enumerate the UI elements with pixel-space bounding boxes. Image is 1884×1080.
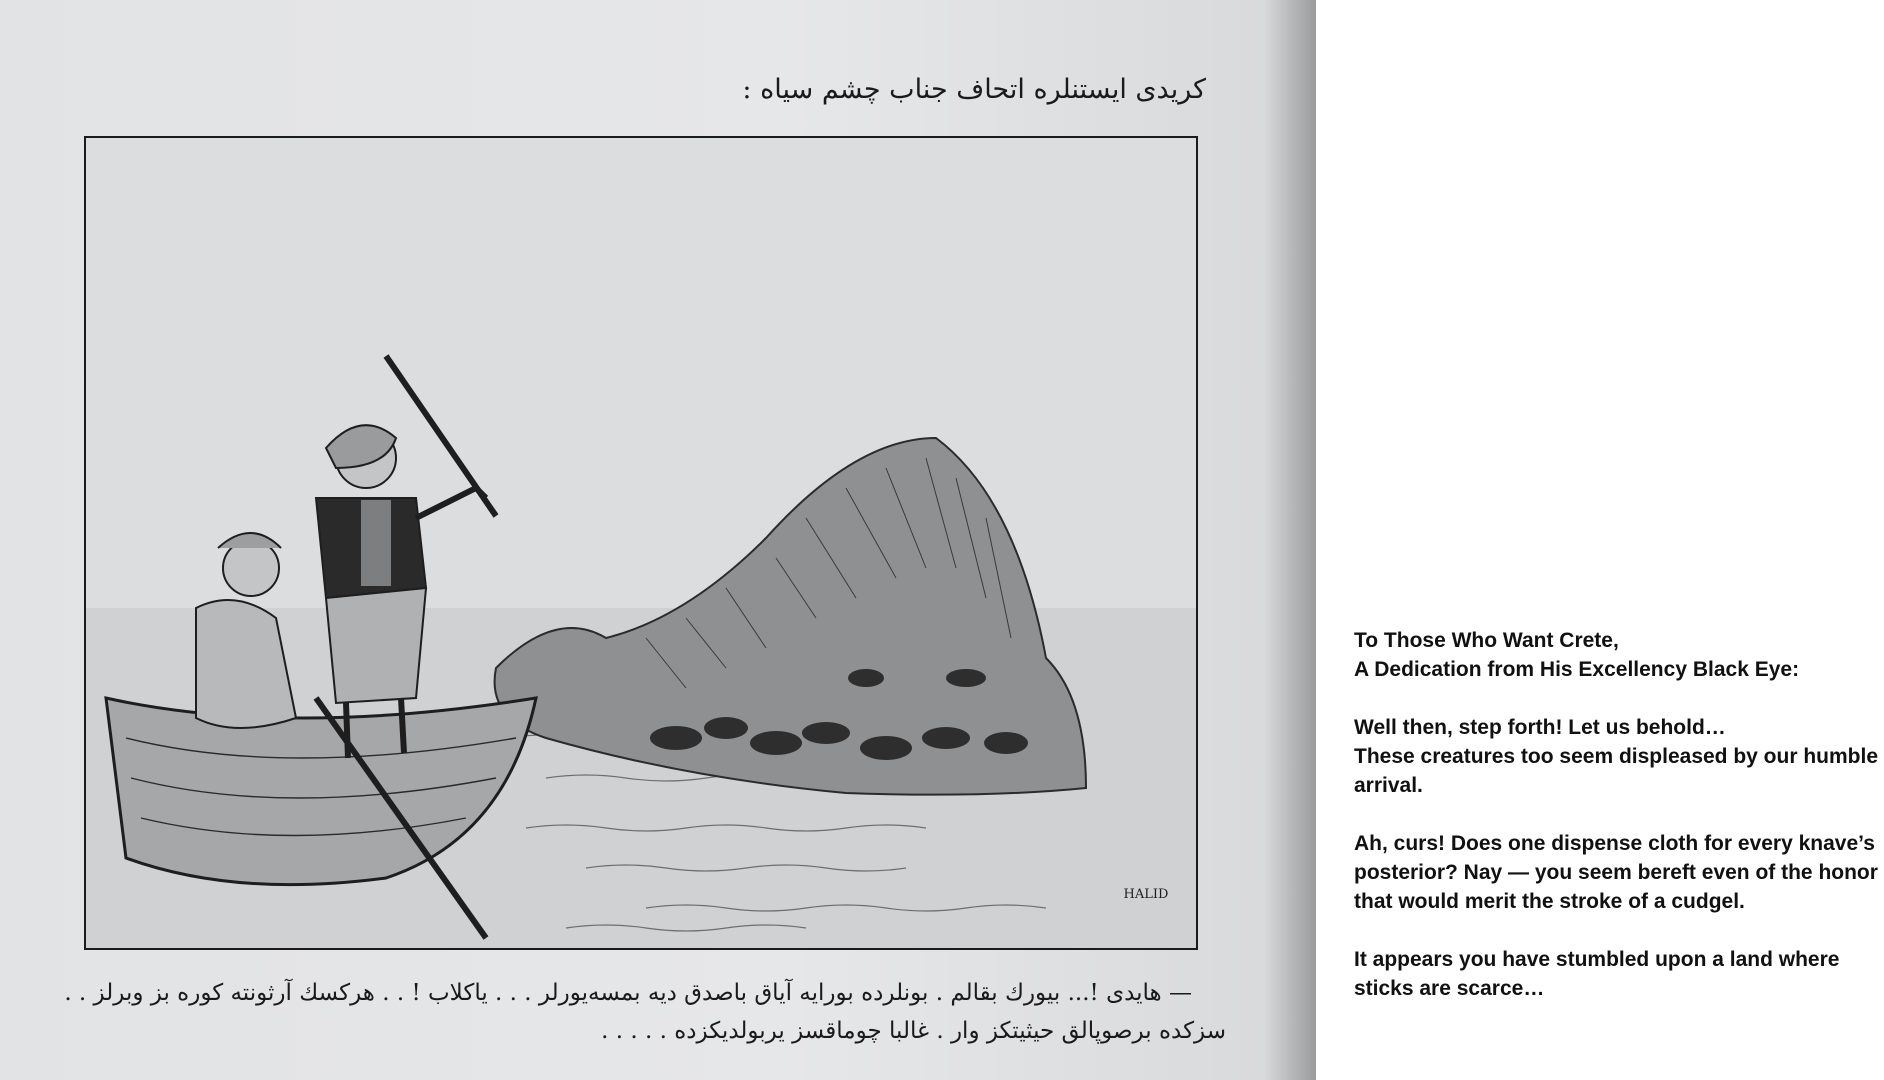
translation-para1-line-2: These creatures too seem displeased by our humble arrival.: [1354, 745, 1879, 797]
artist-signature: HALID: [1123, 887, 1169, 902]
translation-paragraph-1: [1354, 713, 1879, 800]
translation-paragraph-2: Ah, curs! Does one dispense cloth for every knave’s posterior? Nay — you seem bereft even of the honor that would merit the stroke of a cudgel.: [1354, 832, 1878, 913]
ottoman-title: كريدى ايستنلره اتحاف جناب چشم سياه :: [742, 74, 1206, 105]
translation-title-line-1: To Those Who Want Crete,: [1354, 629, 1619, 652]
ottoman-caption-line-1: — هايدى !... بيورك بقالم . بونلرده بورايه آياق باصدق ديه بمسه‌يورلر . . . ياكلاب ! . . هركسك آرثونته كوره بز وبرلز . .: [64, 980, 1192, 1006]
translation-paragraph-3: It appears you have stumbled upon a land where sticks are scarce…: [1354, 948, 1840, 1000]
translation-title-line-2: A Dedication from His Excellency Black Eye:: [1354, 658, 1800, 681]
ottoman-caption-line-2: سزكده برصوپالق حيثيتكز وار . غالبا چوماقسز يربولديكزده . . . . .: [601, 1018, 1226, 1044]
translation-title: [1354, 626, 1879, 684]
translation-para1-line-1: Well then, step forth! Let us behold…: [1354, 716, 1726, 739]
cartoon-drawing: [86, 138, 1198, 950]
english-translation-panel: [1354, 626, 1879, 1003]
cartoon-illustration: [84, 136, 1198, 950]
